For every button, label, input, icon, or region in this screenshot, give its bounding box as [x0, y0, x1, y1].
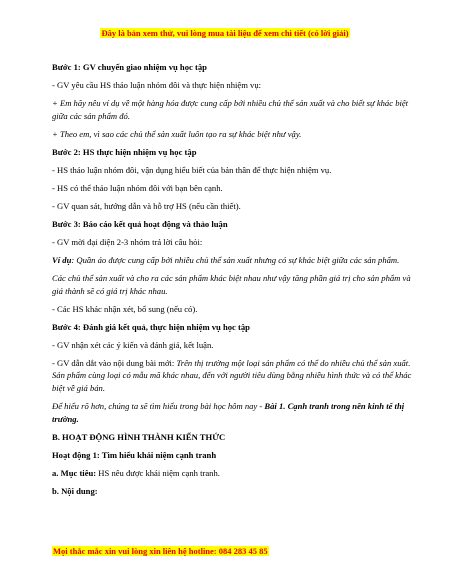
- step3-line-3: - Các HS khác nhận xét, bổ sung (nếu có).: [52, 303, 198, 314]
- step4-line-2: [52, 357, 417, 396]
- step4-line-2-prefix: - GV dẫn dắt vào nội dung bài mới:: [52, 357, 177, 368]
- step2-line-2: - HS có thể thảo luận nhóm đôi với bạn bên cạnh.: [52, 182, 223, 193]
- section-b-heading: B. HOẠT ĐỘNG HÌNH THÀNH KIẾN THỨC: [52, 432, 226, 443]
- step4-line-3: [52, 400, 417, 426]
- step4-line-2-italic: Trên thị trường một loại sản phẩm có thể do nhiều chủ thể sản xuất. Sản phẩm cùng loại có mẫu mã khác nhau, đến với người tiêu dùng bằng nhiều hình thức và có thể khác biệt về giá bán.: [52, 357, 412, 394]
- step1-line-3: + Theo em, vì sao các chủ thể sản xuất luôn tạo ra sự khác biệt như vậy.: [52, 128, 302, 139]
- hotline-banner: [52, 546, 269, 556]
- step3-heading: Bước 3: Báo cáo kết quả hoạt động và thảo luận: [52, 218, 228, 229]
- objective-label: a. Mục tiêu:: [52, 468, 97, 479]
- content-label: b. Nội dung:: [52, 486, 98, 497]
- hotline-text: Mọi thắc mắc xin vui lòng xin liên hệ hotline: 084 283 45 85: [53, 546, 268, 556]
- activity-1-heading: Hoạt động 1: Tìm hiểu khái niệm cạnh tranh: [52, 450, 217, 461]
- preview-notice-text: Đây là bản xem thử, vui lòng mua tài liệu để xem chi tiết (có lời giải): [101, 28, 349, 38]
- step2-heading: Bước 2: HS thực hiện nhiệm vụ học tập: [52, 146, 197, 157]
- example-text: : Quần áo được cung cấp bởi nhiều chủ thể sản xuất nhưng có sự khác biệt giữa các sản phẩm.: [71, 254, 400, 265]
- step1-heading: Bước 1: GV chuyển giao nhiệm vụ học tập: [52, 62, 207, 72]
- step1-line-1: - GV yêu cầu HS thảo luận nhóm đôi và thực hiện nhiệm vụ:: [52, 79, 262, 90]
- objective-text: HS nêu được khái niệm cạnh tranh.: [96, 468, 220, 479]
- objective-line: [52, 467, 417, 480]
- document-body: [52, 61, 417, 503]
- step1-line-2: + Em hãy nêu ví dụ về một hàng hóa được cung cấp bởi nhiều chủ thể sản xuất và cho biết sự khác biệt giữa các sản phẩm đó.: [52, 97, 409, 121]
- step3-example: [52, 254, 417, 267]
- step2-line-3: - GV quan sát, hướng dẫn và hỗ trợ HS (nếu cần thiết).: [52, 200, 241, 211]
- step3-line-2: Các chủ thể sản xuất và cho ra các sản phẩm khác biệt nhau như vậy tăng phần giá trị cho sản phẩm và giá thành sẽ có giá trị khác nhau.: [52, 272, 411, 296]
- lesson-title: Bài 1. Cạnh tranh trong nền kinh tế thị trường.: [52, 401, 405, 425]
- preview-notice-banner: [0, 28, 450, 38]
- step3-line-1: - GV mời đại diện 2-3 nhóm trả lời câu hỏi:: [52, 236, 203, 247]
- step4-line-1: - GV nhận xét các ý kiến và đánh giá, kết luận.: [52, 339, 214, 350]
- step4-heading: Bước 4: Đánh giá kết quả, thực hiện nhiệm vụ học tập: [52, 321, 250, 332]
- step4-line-3-italic: Để hiểu rõ hơn, chúng ta sẽ tìm hiểu trong bài học hôm nay -: [52, 401, 265, 412]
- step2-line-1: - HS thảo luận nhóm đôi, vận dụng hiểu biết của bản thân để thực hiện nhiệm vụ.: [52, 164, 332, 175]
- example-label: Ví dụ: [52, 254, 72, 265]
